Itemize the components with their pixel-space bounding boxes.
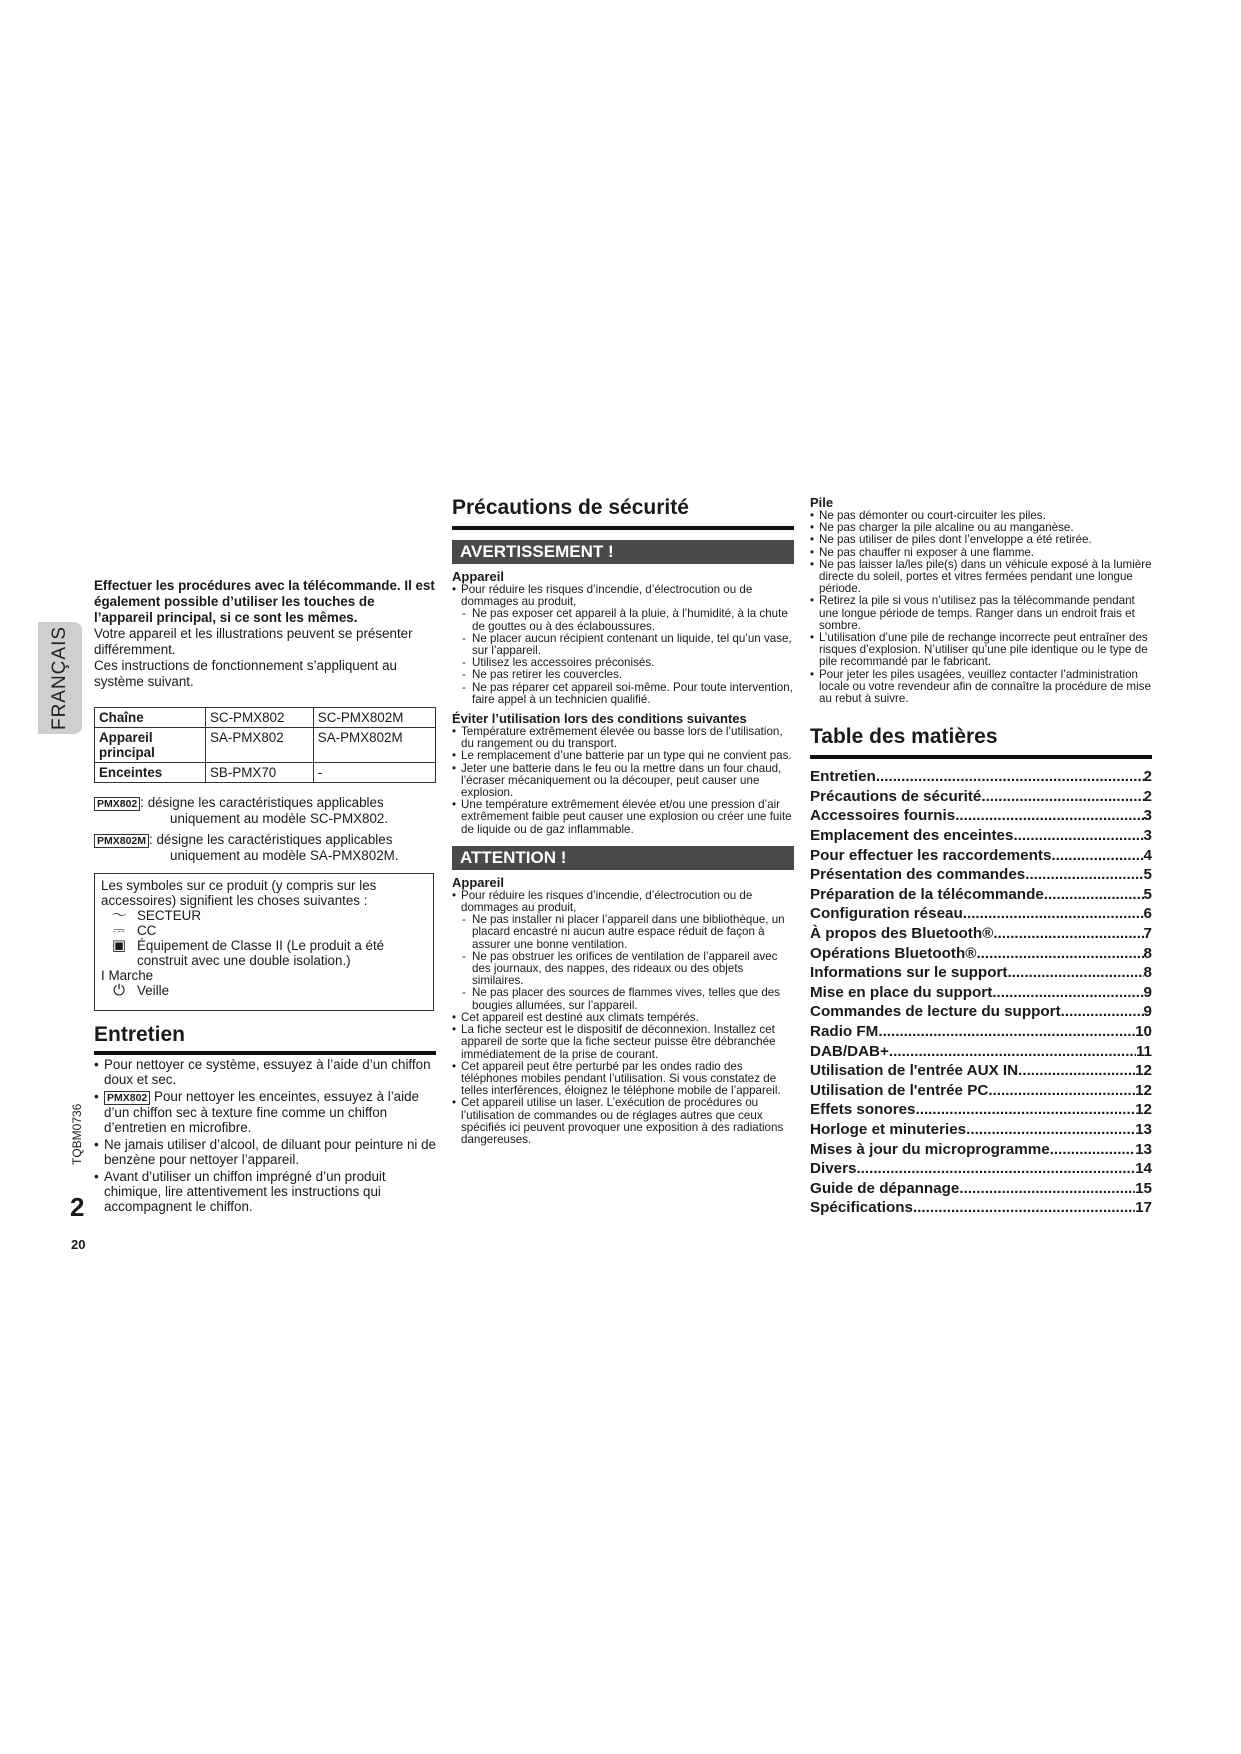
symbol-label: I Marche <box>101 968 154 983</box>
toc-entry[interactable] <box>810 983 1152 1003</box>
toc-entry-page: 9 <box>1143 1003 1152 1021</box>
toc-entry-page: 5 <box>1143 866 1152 884</box>
list-item: - Ne pas placer des sources de flammes vives, telles que des bougies allumées, sur l’appareil. <box>452 987 794 1011</box>
toc-entry-title: Précautions de sécurité <box>810 787 982 805</box>
subheading: Appareil <box>452 874 505 890</box>
toc-entry-title: Mise en place du support <box>810 983 993 1001</box>
entretien-heading: Entretien <box>94 1023 436 1055</box>
table-cell: SB-PMX70 <box>206 763 314 783</box>
toc-entry[interactable] <box>810 787 1152 807</box>
toc-entry-title: Commandes de lecture du support <box>810 1003 1061 1021</box>
table-cell: SA-PMX802 <box>206 728 314 763</box>
language-tab-label: FRANÇAIS <box>49 625 70 731</box>
pile-and-toc-section <box>810 496 1152 1218</box>
list-item: • Pour jeter les piles usagées, veuillez contacter l’administration locale ou votre revendeur afin de connaître la procédure de mise au rebut à suivre. <box>810 669 1152 706</box>
toc-entry-title: Utilisation de l'entrée PC <box>810 1081 989 1099</box>
toc-entry-title: Spécifications <box>810 1199 913 1217</box>
toc-entry-page: 12 <box>1135 1062 1152 1080</box>
warning-list <box>452 584 794 706</box>
toc-entry[interactable] <box>810 944 1152 964</box>
table-cell: Enceintes <box>95 763 206 783</box>
toc-entry-title: Pour effectuer les raccordements <box>810 846 1052 864</box>
toc-entry-page: 2 <box>1143 768 1152 786</box>
toc-entry-page: 14 <box>1135 1160 1152 1178</box>
subheading: Appareil <box>452 569 505 584</box>
symbol-label: Veille <box>137 983 170 998</box>
toc-entry-title: DAB/DAB+ <box>810 1042 889 1060</box>
toc-entry-page: 9 <box>1143 983 1152 1001</box>
toc-entry-title: Préparation de la télécommande <box>810 885 1044 903</box>
toc-entry[interactable] <box>810 963 1152 983</box>
model-note-cont: uniquement au modèle SC-PMX802. <box>170 811 389 826</box>
toc-entry-page: 11 <box>1135 1042 1152 1060</box>
model-note <box>94 795 436 826</box>
toc-entry-title: Informations sur le support <box>810 964 1008 982</box>
toc-entry-title: Accessoires fournis <box>810 807 956 825</box>
model-badge: PMX802 <box>104 1091 150 1105</box>
dc-icon: ⎓ <box>113 922 125 939</box>
table-cell: SA-PMX802M <box>313 728 435 763</box>
toc-entry-title: Radio FM <box>810 1022 879 1040</box>
list-item: - Ne pas installer ni placer l’appareil dans une bibliothèque, un placard encastré ni aucun autre espace réduit de façon à assurer une bonne ventilation. <box>452 914 794 951</box>
list-item: • Cet appareil utilise un laser. L’exécution de procédures ou l’utilisation de commandes ou de réglages autres que ceux spécifiés ici peuvent provoquer une exposition à des radiations dangereuses. <box>452 1097 794 1146</box>
intro-section <box>94 578 436 863</box>
caution-banner: ATTENTION ! <box>452 846 794 870</box>
table-cell: SC-PMX802M <box>313 708 435 728</box>
symbol-label: CC <box>137 923 157 938</box>
list-item: • Ne pas démonter ou court-circuiter les piles. <box>810 510 1152 522</box>
toc-entry-page: 12 <box>1135 1101 1152 1119</box>
toc-entry-title: Présentation des commandes <box>810 866 1026 884</box>
toc-entry-page: 8 <box>1143 944 1152 962</box>
toc-entry-page: 5 <box>1143 885 1152 903</box>
list-item: • Cet appareil peut être perturbé par les ondes radio des téléphones mobiles pendant l’utilisation. Si vous constatez de telles interférences, éloignez le téléphone mobile de l’appareil. <box>452 1061 794 1098</box>
precautions-heading: Précautions de sécurité <box>452 496 794 530</box>
warning-banner: AVERTISSEMENT ! <box>452 540 794 564</box>
model-badge: PMX802 <box>94 797 140 811</box>
ac-icon: ～ <box>111 907 127 924</box>
toc-entry-page: 17 <box>1135 1199 1152 1217</box>
toc-entry[interactable] <box>810 1120 1152 1140</box>
list-item <box>94 1169 436 1214</box>
model-note <box>94 832 436 863</box>
toc-entry[interactable] <box>810 767 1152 787</box>
toc-entry[interactable] <box>810 826 1152 846</box>
class-ii-icon: ▣ <box>111 937 127 954</box>
toc-entry[interactable] <box>810 846 1152 866</box>
list-item <box>94 1057 436 1087</box>
symbol-row <box>101 938 428 968</box>
table-cell: SC-PMX802 <box>206 708 314 728</box>
list-item: • Une température extrêmement élevée et/ou une pression d’air extrêmement faible peut causer une explosion ou créer une fuite de liquide ou de gaz inflammable. <box>452 799 794 836</box>
list-item: • Retirez la pile si vous n’utilisez pas la télécommande pendant une longue période de temps. Ranger dans un endroit frais et sombre. <box>810 595 1152 632</box>
toc-entry-page: 13 <box>1135 1140 1152 1158</box>
intro-bold-text: Effectuer les procédures avec la télécommande. Il est également possible d’utiliser les touches de l’appareil principal, si ce sont les mêmes. <box>94 578 435 625</box>
list-item: • Cet appareil est destiné aux climats tempérés. <box>452 1012 794 1024</box>
symbol-label: Équipement de Classe II (Le produit a été construit avec une double isolation.) <box>137 938 385 968</box>
list-item: • Ne pas charger la pile alcaline ou au manganèse. <box>810 522 1152 534</box>
toc-entry[interactable] <box>810 1081 1152 1101</box>
toc-entry-page: 2 <box>1143 787 1152 805</box>
symbol-row <box>101 908 428 923</box>
list-item: - Utilisez les accessoires préconisés. <box>452 657 794 669</box>
toc-entry-page: 12 <box>1135 1081 1152 1099</box>
system-config-table <box>94 707 436 783</box>
toc-entry[interactable] <box>810 885 1152 905</box>
symbols-intro: Les symboles sur ce produit (y compris sur les accessoires) signifient les choses suivantes : <box>101 878 377 908</box>
pile-list <box>810 510 1152 705</box>
page-number-small: 20 <box>71 1237 86 1252</box>
toc-entry-title: Horloge et minuteries <box>810 1120 967 1138</box>
list-item: • Jeter une batterie dans le feu ou la mettre dans un four chaud, l’écraser mécaniquement ou la découper, peut causer une explosion. <box>452 763 794 800</box>
list-item-text: Ne jamais utiliser d’alcool, de diluant pour peinture ni de benzène pour nettoyer l’appareil. <box>104 1137 436 1167</box>
toc-entry[interactable] <box>810 1061 1152 1081</box>
list-item-text: Avant d’utiliser un chiffon imprégné d’un produit chimique, lire attentivement les instructions qui accompagnent le chiffon. <box>104 1169 386 1214</box>
table-cell: Chaîne <box>95 708 206 728</box>
toc-entry[interactable] <box>810 806 1152 826</box>
list-item: • Ne pas laisser la/les pile(s) dans un véhicule exposé à la lumière directe du soleil, portes et vitres fermées pendant une longue période. <box>810 559 1152 596</box>
toc-entry-page: 6 <box>1143 905 1152 923</box>
model-note-cont: uniquement au modèle SA-PMX802M. <box>170 848 399 863</box>
list-item: • Température extrêmement élevée ou basse lors de l’utilisation, du rangement ou du transport. <box>452 726 794 750</box>
page-number: 2 <box>70 1192 85 1222</box>
toc-entry-page: 4 <box>1143 846 1152 864</box>
toc-entry-title: Guide de dépannage <box>810 1179 960 1197</box>
caution-list <box>452 890 794 1146</box>
toc-entry-page: 8 <box>1143 964 1152 982</box>
model-note-text: : désigne les caractéristiques applicables <box>149 832 393 847</box>
toc-entry-title: À propos des Bluetooth® <box>810 925 994 942</box>
subheading: Éviter l’utilisation lors des conditions suivantes <box>452 711 747 727</box>
toc-entry-page: 3 <box>1143 827 1152 845</box>
table-row <box>95 708 436 728</box>
list-item: • La fiche secteur est le dispositif de déconnexion. Installez cet appareil de sorte que la fiche secteur puisse être débranchée immédiatement de la prise de courant. <box>452 1024 794 1061</box>
intro-text-2: Ces instructions de fonctionnement s’appliquent au système suivant. <box>94 658 397 689</box>
toc-heading: Table des matières <box>810 725 1152 759</box>
symbols-box <box>94 873 434 1011</box>
symbol-label: SECTEUR <box>137 908 201 923</box>
entretien-list <box>94 1057 436 1216</box>
list-item <box>94 1089 436 1135</box>
model-note-text: : désigne les caractéristiques applicables <box>140 795 384 810</box>
standby-icon: ⏻ <box>113 982 125 999</box>
toc-entry[interactable] <box>810 1159 1152 1179</box>
toc-entry[interactable] <box>810 865 1152 885</box>
avoid-list <box>452 726 794 836</box>
list-item-text: Pour nettoyer les enceintes, essuyez à l’aide d’un chiffon sec à texture fine comme un chiffon d’entretien en microfibre. <box>104 1089 420 1135</box>
table-cell: - <box>313 763 435 783</box>
intro-text-1: Votre appareil et les illustrations peuvent se présenter différemment. <box>94 626 413 657</box>
table-of-contents <box>810 767 1152 1218</box>
list-item <box>94 1137 436 1167</box>
toc-entry-page: 3 <box>1143 807 1152 825</box>
list-item-text: Pour nettoyer ce système, essuyez à l’aide d’un chiffon doux et sec. <box>104 1057 431 1087</box>
symbol-row <box>101 968 428 983</box>
table-cell: Appareil principal <box>95 728 206 763</box>
language-tab <box>38 622 82 734</box>
list-item: - Ne pas obstruer les orifices de ventilation de l’appareil avec des journaux, des nappes, des rideaux ou des objets similaires. <box>452 951 794 988</box>
table-row <box>95 728 436 763</box>
toc-entry[interactable] <box>810 904 1152 924</box>
model-badge: PMX802M <box>94 834 149 848</box>
toc-entry[interactable] <box>810 1179 1152 1199</box>
toc-entry[interactable] <box>810 1022 1152 1042</box>
toc-entry-page: 13 <box>1135 1120 1152 1138</box>
toc-entry-title: Emplacement des enceintes <box>810 827 1014 845</box>
list-item: • Pour réduire les risques d’incendie, d’électrocution ou de dommages au produit, <box>452 890 794 914</box>
pile-heading: Pile <box>810 495 834 510</box>
list-item: - Ne pas retirer les couvercles. <box>452 669 794 681</box>
symbol-row <box>101 983 428 998</box>
symbol-row <box>101 923 428 938</box>
toc-entry-page: 15 <box>1135 1179 1152 1197</box>
toc-entry-title: Divers <box>810 1160 857 1178</box>
toc-entry[interactable] <box>810 1002 1152 1022</box>
toc-entry[interactable] <box>810 1140 1152 1160</box>
toc-entry[interactable] <box>810 1100 1152 1120</box>
toc-entry-page: 10 <box>1135 1022 1152 1040</box>
list-item: • Le remplacement d’une batterie par un type qui ne convient pas. <box>452 750 794 762</box>
toc-entry-title: Utilisation de l'entrée AUX IN <box>810 1062 1019 1080</box>
list-item: • Ne pas utiliser de piles dont l’enveloppe a été retirée. <box>810 534 1152 546</box>
toc-entry[interactable] <box>810 1198 1152 1218</box>
list-item: • L’utilisation d’une pile de rechange incorrecte peut entraîner des risques d’explosion. N’utiliser qu’une pile identique ou le type de pile recommandé par le fabricant. <box>810 632 1152 669</box>
list-item: - Ne placer aucun récipient contenant un liquide, tel qu’un vase, sur l’appareil. <box>452 633 794 657</box>
toc-entry-page: 7 <box>1143 925 1152 942</box>
document-code: TQBM0736 <box>70 1103 84 1165</box>
toc-entry-title: Mises à jour du microprogramme <box>810 1140 1050 1158</box>
toc-entry-title: Entretien <box>810 768 876 786</box>
toc-entry-title: Opérations Bluetooth® <box>810 944 977 962</box>
list-item: - Ne pas réparer cet appareil soi-même. Pour toute intervention, faire appel à un technicien qualifié. <box>452 682 794 706</box>
list-item: • Ne pas chauffer ni exposer à une flamme. <box>810 547 1152 559</box>
toc-entry-title: Effets sonores <box>810 1101 916 1119</box>
list-item: • Pour réduire les risques d’incendie, d’électrocution ou de dommages au produit, <box>452 584 794 608</box>
precautions-section <box>452 496 794 1146</box>
toc-entry[interactable] <box>810 924 1152 944</box>
list-item: - Ne pas exposer cet appareil à la pluie, à l’humidité, à la chute de gouttes ou à des éclaboussures. <box>452 608 794 632</box>
toc-entry-title: Configuration réseau <box>810 905 963 923</box>
toc-entry[interactable] <box>810 1042 1152 1062</box>
table-row <box>95 763 436 783</box>
